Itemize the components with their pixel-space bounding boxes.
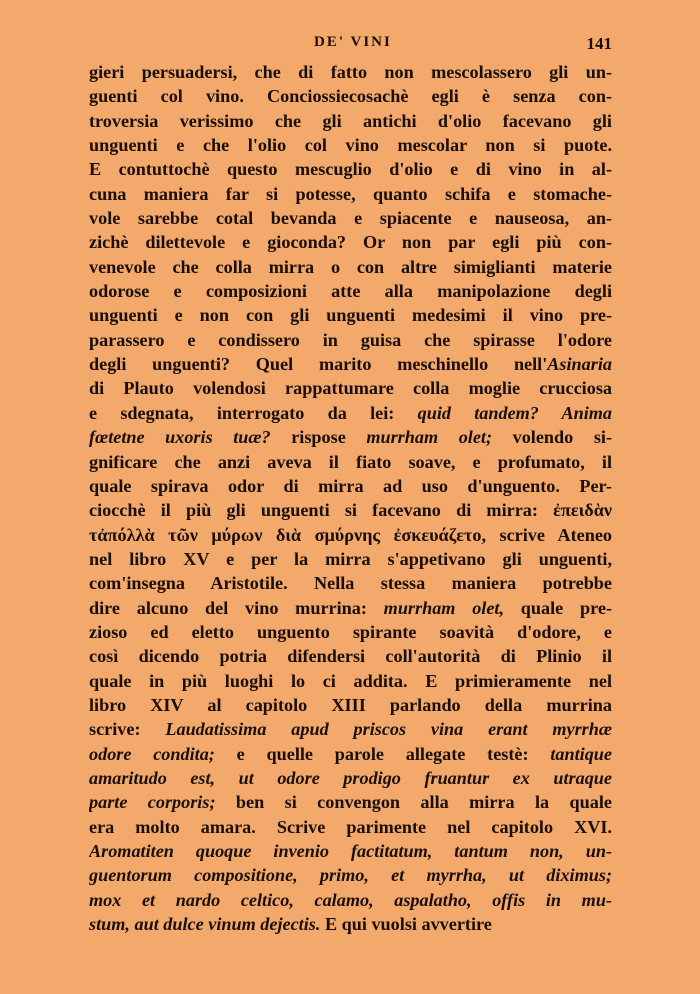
text-segment: dire alcuno del vino murrina: [89,597,384,618]
text-segment: troversia verissimo che gli antichi d'olio facevano gli [89,110,612,131]
text-line [89,255,612,279]
text-line [89,60,612,84]
text-line [89,303,612,327]
text-segment: cuna maniera far si potesse, quanto schifa e stomache- [89,183,612,204]
text-segment: guenti col vino. Conciossiecosachè egli è senza con- [89,86,612,107]
text-line [89,839,612,863]
text-line [89,669,612,693]
text-segment: zioso ed eletto unguento spirante soavità d'odore, e [89,621,612,642]
text-line [89,547,612,571]
italic-text: tantique [550,743,612,764]
text-segment: e quelle parole allegate testè: [214,743,551,764]
text-line [89,620,612,644]
text-segment: ciocchè il più gli unguenti si facevano di mirra: ἐπειδὰν [89,500,612,521]
text-segment: zichè dilettevole e gioconda? Or non par egli più con- [89,232,612,253]
text-line [89,206,612,230]
text-line [89,766,612,790]
text-segment: degli unguenti? Quel marito meschinello nell' [89,354,548,375]
text-segment: nel libro XV e per la mirra s'appetivano gli unguenti, [89,548,612,569]
text-line [89,523,612,547]
text-segment: E qui vuolsi avvertire [320,914,492,935]
text-line [89,352,612,376]
text-line [89,498,612,522]
text-line [89,888,612,912]
text-line [89,644,612,668]
running-head [92,34,612,58]
text-segment: così dicendo potria difendersi coll'autorità di Plinio il [89,646,612,667]
text-segment: gnificare che anzi aveva il fiato soave, e profumato, il [89,451,612,472]
header-title: DE' VINI [314,34,392,50]
text-line [89,815,612,839]
text-segment: τἀπόλλὰ τῶν μύρων διὰ σμύρνης ἐσκευάζετο, scrive Ateneo [89,524,612,545]
text-segment: libro XIV al capitolo XIII parlando della murrina [89,694,612,715]
text-line [89,474,612,498]
italic-text: mox et nardo celtico, calamo, aspalatho, offis in mu- [89,889,612,910]
text-line [89,279,612,303]
italic-text: parte corporis; [89,792,216,813]
italic-text: stum, aut dulce vinum dejectis. [89,914,321,935]
text-line [89,450,612,474]
text-line [89,717,612,741]
text-segment: E contuttochè questo mescuglio d'olio e di vino in al- [89,159,612,180]
text-segment: e sdegnata, interrogato da lei: [89,402,418,423]
text-line [89,596,612,620]
text-line [89,912,612,936]
text-line [89,863,612,887]
text-segment: quale pre- [504,597,612,618]
page-number: 141 [586,34,612,53]
text-segment: unguenti e che l'olio col vino mescolar non si puote. [89,135,612,156]
text-line [89,425,612,449]
text-segment: unguenti e non con gli unguenti medesimi il vino pre- [89,305,612,326]
text-line [89,401,612,425]
text-segment: rispose [270,427,367,448]
text-line [89,84,612,108]
body-text [89,60,612,936]
text-segment: parassero e condissero in guisa che spirasse l'odore [89,329,612,350]
text-segment: di Plauto volendosi rappattumare colla moglie crucciosa [89,378,612,399]
text-line [89,133,612,157]
text-segment: com'insegna Aristotile. Nella stessa maniera potrebbe [89,573,612,594]
text-segment: gieri persuadersi, che di fatto non mescolassero gli un- [89,62,612,82]
text-line [89,742,612,766]
italic-text: fœtetne uxoris tuæ? [89,427,271,448]
text-segment: odorose e composizioni atte alla manipolazione degli [89,281,612,302]
italic-text: guentorum compositione, primo, et myrrha, ut diximus; [89,865,612,886]
italic-text: murrham olet, [383,597,505,618]
italic-text: Laudatissima apud priscos vina erant myrrhæ [165,719,612,740]
text-line [89,693,612,717]
text-line [89,230,612,254]
text-segment: quale in più luoghi lo ci addita. E primieramente nel [89,670,612,691]
text-segment: venevole che colla mirra o con altre simiglianti materie [89,256,612,277]
italic-text: quid tandem? Anima [417,402,612,423]
text-segment: ben si convengon alla mirra la quale [215,792,612,813]
text-line [89,790,612,814]
text-line [89,182,612,206]
italic-text: Asinaria [547,354,612,375]
text-line [89,328,612,352]
text-line [89,109,612,133]
text-segment: quale spirava odor di mirra ad uso d'unguento. Per- [89,475,612,496]
italic-text: Aromatiten quoque invenio factitatum, tantum non, un- [89,841,612,861]
text-line [89,376,612,400]
text-segment: era molto amara. Scrive parimente nel capitolo XVI. [89,816,612,837]
text-segment: vole sarebbe cotal bevanda e spiacente e nauseosa, an- [89,208,612,229]
text-segment: scrive: [89,719,166,740]
text-line [89,157,612,181]
text-segment: volendo si- [492,427,612,448]
italic-text: murrham olet; [366,427,493,448]
italic-text: amaritudo est, ut odore prodigo fruantur ex utraque [89,767,612,788]
italic-text: odore condita; [89,743,215,764]
text-line [89,571,612,595]
